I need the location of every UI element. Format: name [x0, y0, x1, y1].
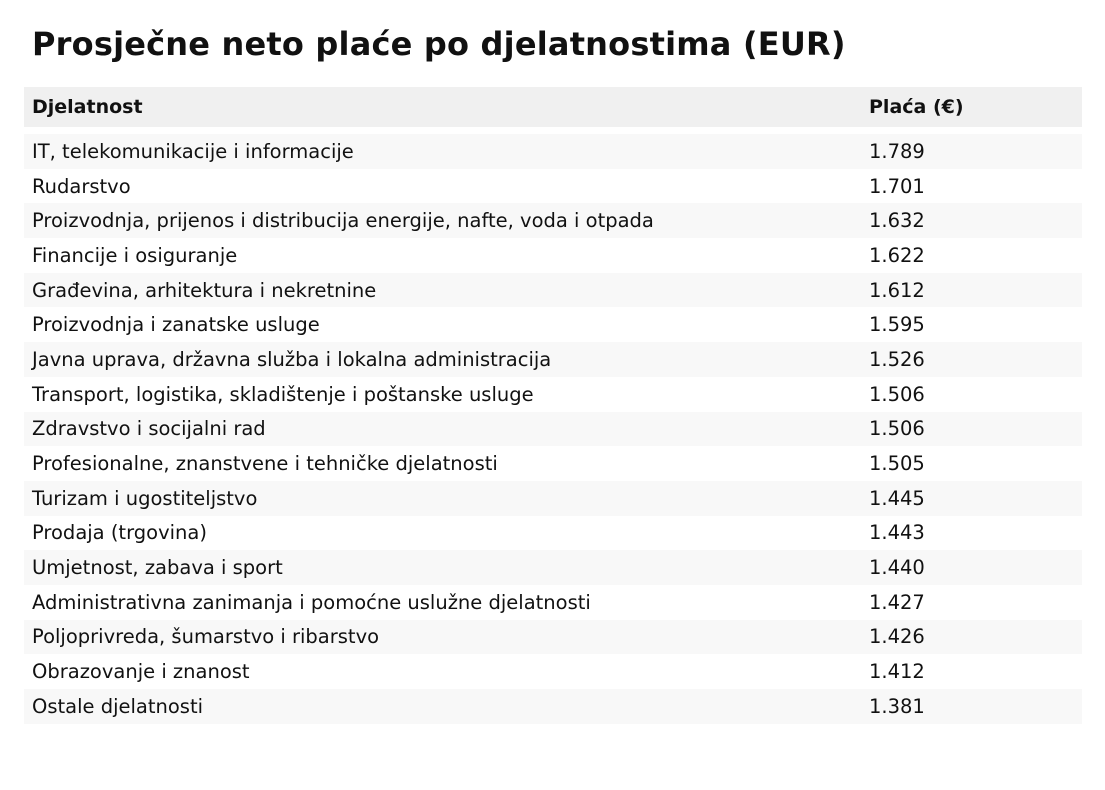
table-row	[24, 620, 1082, 655]
activity-cell: IT, telekomunikacije i informacije	[24, 131, 861, 169]
salary-cell: 1.505	[861, 446, 1082, 481]
table-header	[24, 87, 1082, 131]
table-row	[24, 446, 1082, 481]
salary-cell: 1.412	[861, 654, 1082, 689]
salary-cell: 1.622	[861, 238, 1082, 273]
salary-cell: 1.426	[861, 620, 1082, 655]
activity-cell: Građevina, arhitektura i nekretnine	[24, 273, 861, 308]
table-row	[24, 377, 1082, 412]
activity-cell: Rudarstvo	[24, 169, 861, 204]
activity-cell: Proizvodnja, prijenos i distribucija energije, nafte, voda i otpada	[24, 203, 861, 238]
salary-cell: 1.632	[861, 203, 1082, 238]
table-row	[24, 516, 1082, 551]
activity-cell: Financije i osiguranje	[24, 238, 861, 273]
table-header-row	[24, 87, 1082, 131]
salary-cell: 1.526	[861, 342, 1082, 377]
salary-cell: 1.445	[861, 481, 1082, 516]
column-header-salary: Plaća (€)	[861, 87, 1082, 131]
salary-cell: 1.612	[861, 273, 1082, 308]
table-row	[24, 481, 1082, 516]
table-row	[24, 412, 1082, 447]
activity-cell: Transport, logistika, skladištenje i poštanske usluge	[24, 377, 861, 412]
activity-cell: Zdravstvo i socijalni rad	[24, 412, 861, 447]
activity-cell: Umjetnost, zabava i sport	[24, 550, 861, 585]
table-row	[24, 307, 1082, 342]
salary-cell: 1.595	[861, 307, 1082, 342]
table-row	[24, 238, 1082, 273]
activity-cell: Administrativna zanimanja i pomoćne uslužne djelatnosti	[24, 585, 861, 620]
salary-table	[24, 87, 1082, 724]
activity-cell: Turizam i ugostiteljstvo	[24, 481, 861, 516]
activity-cell: Prodaja (trgovina)	[24, 516, 861, 551]
activity-cell: Javna uprava, državna služba i lokalna administracija	[24, 342, 861, 377]
table-row	[24, 585, 1082, 620]
salary-cell: 1.440	[861, 550, 1082, 585]
salary-cell: 1.381	[861, 689, 1082, 724]
salary-cell: 1.701	[861, 169, 1082, 204]
table-row	[24, 203, 1082, 238]
table-row	[24, 654, 1082, 689]
table-body	[24, 131, 1082, 724]
salary-cell: 1.789	[861, 131, 1082, 169]
table-row	[24, 550, 1082, 585]
activity-cell: Proizvodnja i zanatske usluge	[24, 307, 861, 342]
column-header-activity: Djelatnost	[24, 87, 861, 131]
page-title: Prosječne neto plaće po djelatnostima (EUR)	[32, 25, 846, 63]
salary-cell: 1.506	[861, 377, 1082, 412]
table-row	[24, 689, 1082, 724]
table-row	[24, 273, 1082, 308]
activity-cell: Poljoprivreda, šumarstvo i ribarstvo	[24, 620, 861, 655]
activity-cell: Ostale djelatnosti	[24, 689, 861, 724]
table-row	[24, 169, 1082, 204]
table-row	[24, 131, 1082, 169]
salary-cell: 1.443	[861, 516, 1082, 551]
salary-cell: 1.506	[861, 412, 1082, 447]
activity-cell: Obrazovanje i znanost	[24, 654, 861, 689]
table-row	[24, 342, 1082, 377]
salary-cell: 1.427	[861, 585, 1082, 620]
activity-cell: Profesionalne, znanstvene i tehničke djelatnosti	[24, 446, 861, 481]
